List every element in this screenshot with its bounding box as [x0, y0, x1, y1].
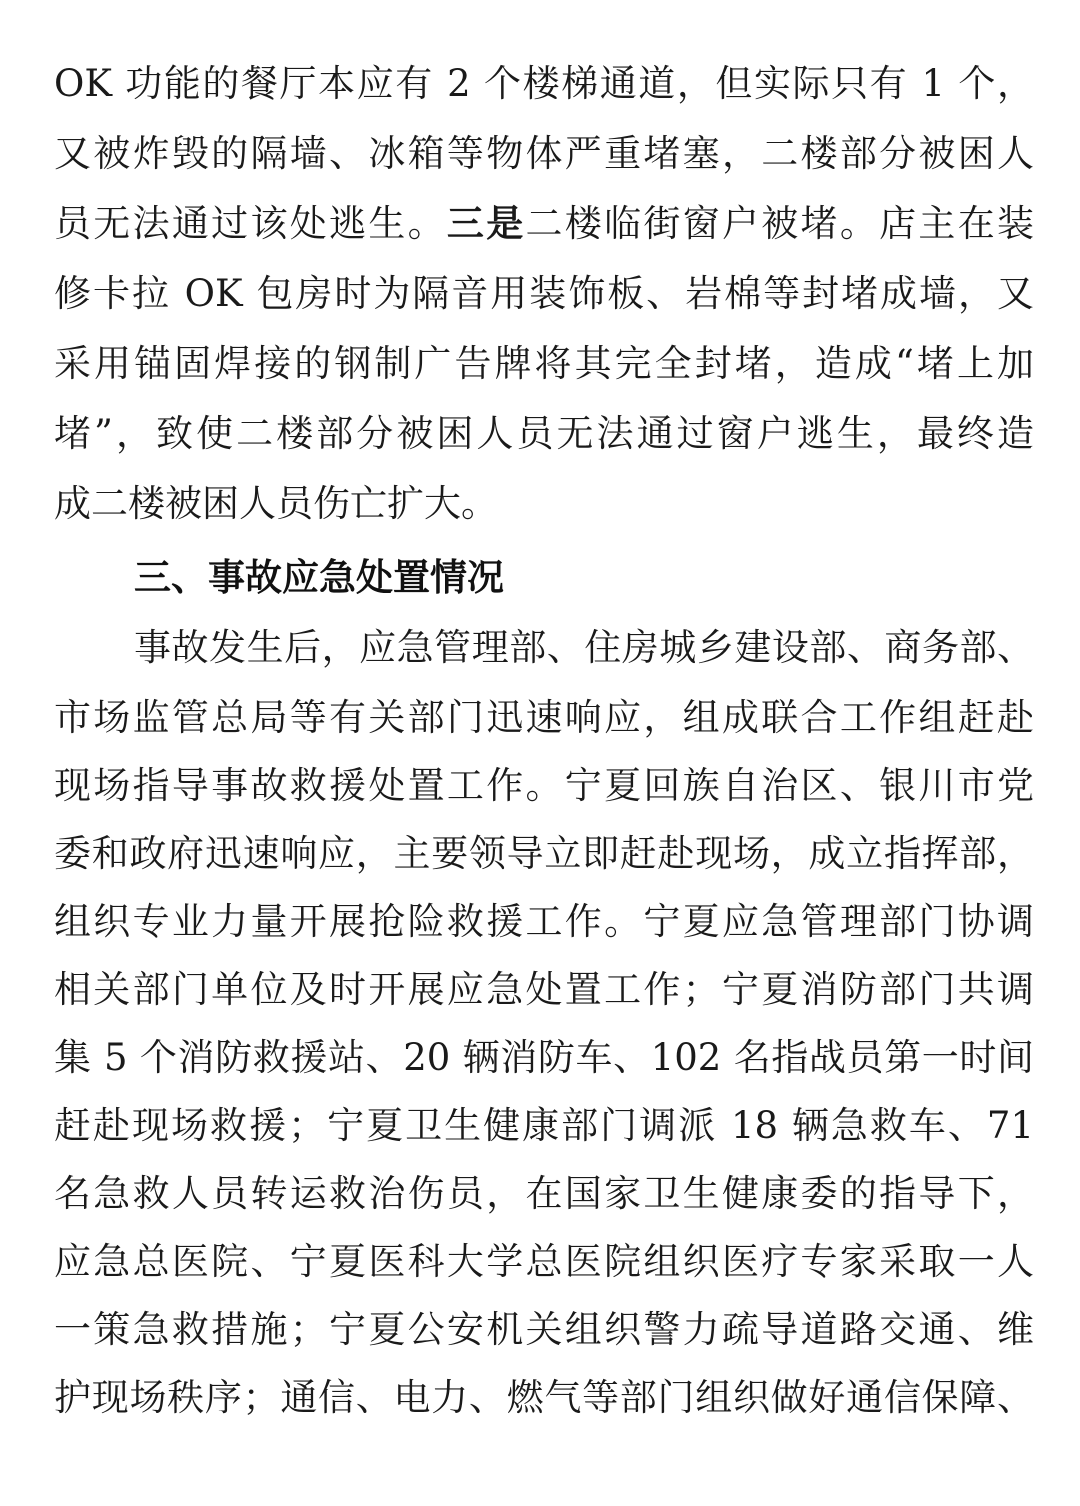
paragraph2-line5: 组织专业力量开展抢险救援工作。宁夏应急管理部门协调 [54, 900, 1034, 943]
paragraph1-line5: 采用锚固焊接的钢制广告牌将其完全封堵，造成“堵上加 [54, 342, 1034, 385]
paragraph2-line3: 现场指导事故救援处置工作。宁夏回族自治区、银川市党 [54, 764, 1034, 807]
paragraph2-line12: 护现场秩序；通信、电力、燃气等部门组织做好通信保障、 [54, 1376, 1034, 1419]
paragraph1-line3-pre: 员无法通过该处逃生。 [54, 202, 447, 245]
paragraph1-line4: 修卡拉 OK 包房时为隔音用装饰板、岩棉等封堵成墙，又 [54, 272, 1034, 315]
paragraph2-line1: 事故发生后，应急管理部、住房城乡建设部、商务部、 [134, 626, 1034, 669]
paragraph1-line6: 堵”，致使二楼部分被困人员无法通过窗户逃生，最终造 [54, 412, 1034, 455]
paragraph2-line2: 市场监管总局等有关部门迅速响应，组成联合工作组赶赴 [54, 696, 1034, 739]
paragraph2-line8: 赶赴现场救援；宁夏卫生健康部门调派 18 辆急救车、71 [54, 1104, 1034, 1147]
paragraph2-line11: 一策急救措施；宁夏公安机关组织警力疏导道路交通、维 [54, 1308, 1034, 1351]
paragraph1-line3 [54, 190, 1034, 258]
paragraph1-line3-post: 二楼临街窗户被堵。店主在装 [525, 202, 1035, 245]
paragraph2-line9: 名急救人员转运救治伤员，在国家卫生健康委的指导下， [54, 1172, 1034, 1215]
paragraph2-line7: 集 5 个消防救援站、20 辆消防车、102 名指战员第一时间 [54, 1036, 1034, 1079]
paragraph1-line1: OK 功能的餐厅本应有 2 个楼梯通道，但实际只有 1 个， [54, 62, 1034, 105]
paragraph2-line6: 相关部门单位及时开展应急处置工作；宁夏消防部门共调 [54, 968, 1034, 1011]
paragraph1-line2: 又被炸毁的隔墙、冰箱等物体严重堵塞，二楼部分被困人 [54, 132, 1034, 175]
paragraph2-line10: 应急总医院、宁夏医科大学总医院组织医疗专家采取一人 [54, 1240, 1034, 1283]
paragraph1-line7: 成二楼被困人员伤亡扩大。 [54, 482, 498, 525]
emphasis-san-shi: 三是 [446, 202, 526, 245]
section-heading: 三、事故应急处置情况 [134, 556, 504, 599]
paragraph2-line4: 委和政府迅速响应，主要领导立即赶赴现场，成立指挥部， [54, 832, 1034, 875]
